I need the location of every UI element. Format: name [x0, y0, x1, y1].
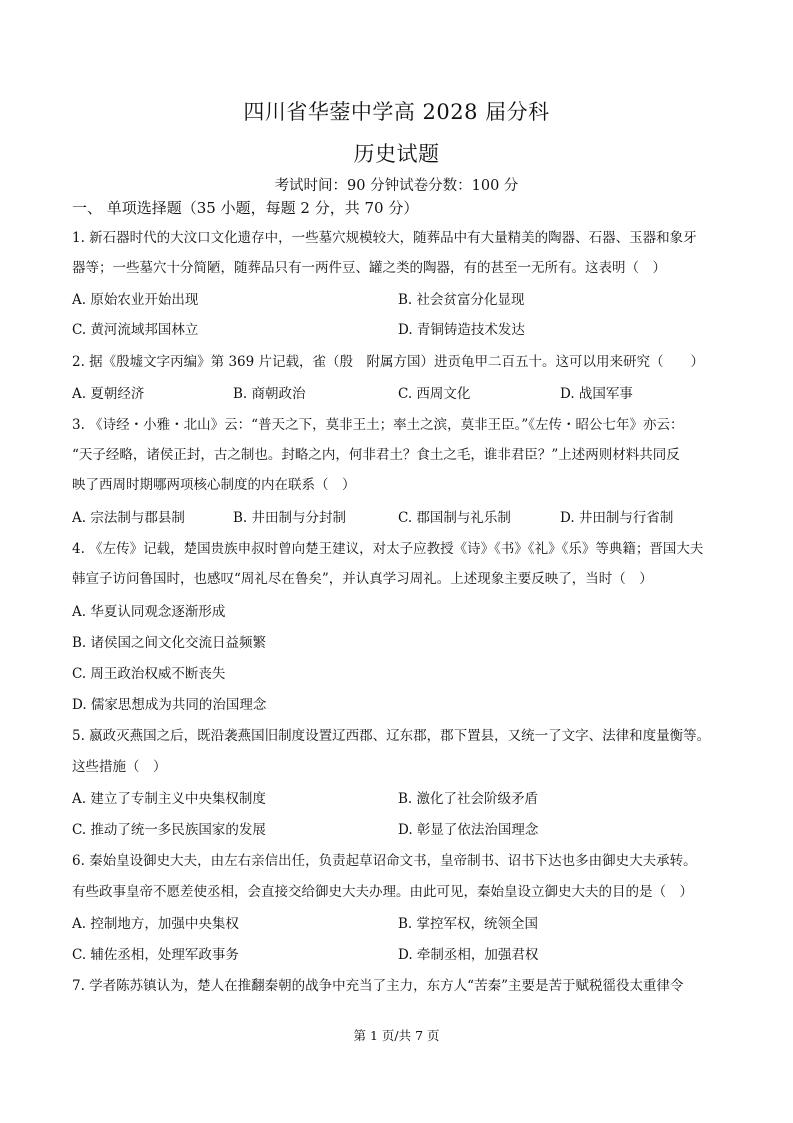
- question-5-option-d[interactable]: D. 彰显了依法治国理念: [398, 822, 539, 838]
- question-5-line-2: 这些措施（ ）: [72, 759, 167, 775]
- question-5-line-1: 5. 嬴政灭燕国之后，既沿袭燕国旧制度设置辽西郡、辽东郡，郡下置县，又统一了文字、法律和度量衡等。: [72, 728, 711, 744]
- question-1-line-2: 器等；一些墓穴十分简陋，随葬品只有一两件豆、罐之类的陶器，有的甚至一无所有。这表明（ ）: [72, 260, 666, 276]
- question-3-option-d[interactable]: D. 井田制与行省制: [560, 510, 674, 526]
- question-5-option-a[interactable]: A. 建立了专制主义中央集权制度: [72, 791, 266, 807]
- question-4-option-d[interactable]: D. 儒家思想成为共同的治国理念: [72, 697, 267, 713]
- question-3-option-a[interactable]: A. 宗法制与郡县制: [72, 510, 185, 526]
- question-3-line-1: 3. 《诗经・小雅・北山》云：“普天之下，莫非王土；率土之滨，莫非王臣。”《左传・昭公七年》亦云：: [72, 417, 684, 433]
- question-1-line-1: 1. 新石器时代的大汶口文化遗存中，一些墓穴规模较大，随葬品中有大量精美的陶器、石器、玉器和象牙: [72, 230, 697, 246]
- question-4-option-b[interactable]: B. 诸侯国之间文化交流日益频繁: [72, 635, 267, 651]
- question-4-option-c[interactable]: C. 周王政治权威不断丧失: [72, 666, 226, 682]
- question-6-line-2: 有些政事皇帝不愿差使丞相，会直接交给御史大夫办理。由此可见，秦始皇设立御史大夫的目的是（ ）: [72, 884, 693, 900]
- question-6-option-b[interactable]: B. 掌控军权，统领全国: [398, 916, 539, 932]
- question-2-line-1: 2. 据《殷墟文字丙编》第 369 片记载，雀（殷 附属方国）进贡龟甲二百五十。这可以用来研究（ ）: [72, 354, 705, 370]
- question-6-line-1: 6. 秦始皇设御史大夫，由左右亲信出任，负责起草诏命文书，皇帝制书、诏书下达也多由御史大夫承转。: [72, 853, 697, 869]
- question-6-option-d[interactable]: D. 牵制丞相，加强君权: [398, 947, 539, 963]
- question-4-line-1: 4. 《左传》记载，楚国贵族申叔时曾向楚王建议，对太子应教授《诗》《书》《礼》《乐》等典籍；晋国大夫: [72, 541, 704, 557]
- question-2-option-c[interactable]: C. 西周文化: [398, 386, 471, 402]
- question-5-option-c[interactable]: C. 推动了统一多民族国家的发展: [72, 822, 266, 838]
- exam-subtitle: 历史试题: [353, 142, 440, 166]
- question-2-option-d[interactable]: D. 战国军事: [560, 386, 633, 402]
- question-3-line-3: 映了西周时期哪两项核心制度的内在联系（ ）: [72, 477, 356, 493]
- question-7-line-1: 7. 学者陈苏镇认为，楚人在推翻秦朝的战争中充当了主力，东方人“苦秦”主要是苦于赋税徭役太重律令: [72, 978, 684, 994]
- exam-title: 四川省华蓥中学高 2028 届分科: [243, 100, 550, 124]
- question-2-option-a[interactable]: A. 夏朝经济: [72, 386, 145, 402]
- section-heading: 一、 单项选择题（35 小题，每题 2 分，共 70 分）: [72, 199, 419, 217]
- question-6-option-c[interactable]: C. 辅佐丞相，处理军政事务: [72, 947, 239, 963]
- question-1-option-b[interactable]: B. 社会贫富分化显现: [398, 292, 525, 308]
- page-number: 第 1 页/共 7 页: [353, 1028, 440, 1043]
- question-6-option-a[interactable]: A. 控制地方，加强中央集权: [72, 916, 239, 932]
- question-3-option-b[interactable]: B. 井田制与分封制: [233, 510, 347, 526]
- question-2-option-b[interactable]: B. 商朝政治: [233, 386, 306, 402]
- question-4-line-2: 韩宣子访问鲁国时，也感叹“周礼尽在鲁矣”，并认真学习周礼。上述现象主要反映了，当时（ ）: [72, 571, 653, 587]
- question-1-option-c[interactable]: C. 黄河流域邦国林立: [72, 322, 199, 338]
- question-5-option-b[interactable]: B. 激化了社会阶级矛盾: [398, 791, 539, 807]
- exam-info: 考试时间：90 分钟试卷分数：100 分: [274, 178, 519, 194]
- question-4-option-a[interactable]: A. 华夏认同观念逐渐形成: [72, 604, 226, 620]
- question-1-option-d[interactable]: D. 青铜铸造技术发达: [398, 322, 525, 338]
- question-1-option-a[interactable]: A. 原始农业开始出现: [72, 292, 199, 308]
- question-3-line-2: “天子经略，诸侯正封，古之制也。封略之内，何非君土？食土之毛，谁非君臣？”上述两则材料共同反: [72, 447, 680, 463]
- question-3-option-c[interactable]: C. 郡国制与礼乐制: [398, 510, 511, 526]
